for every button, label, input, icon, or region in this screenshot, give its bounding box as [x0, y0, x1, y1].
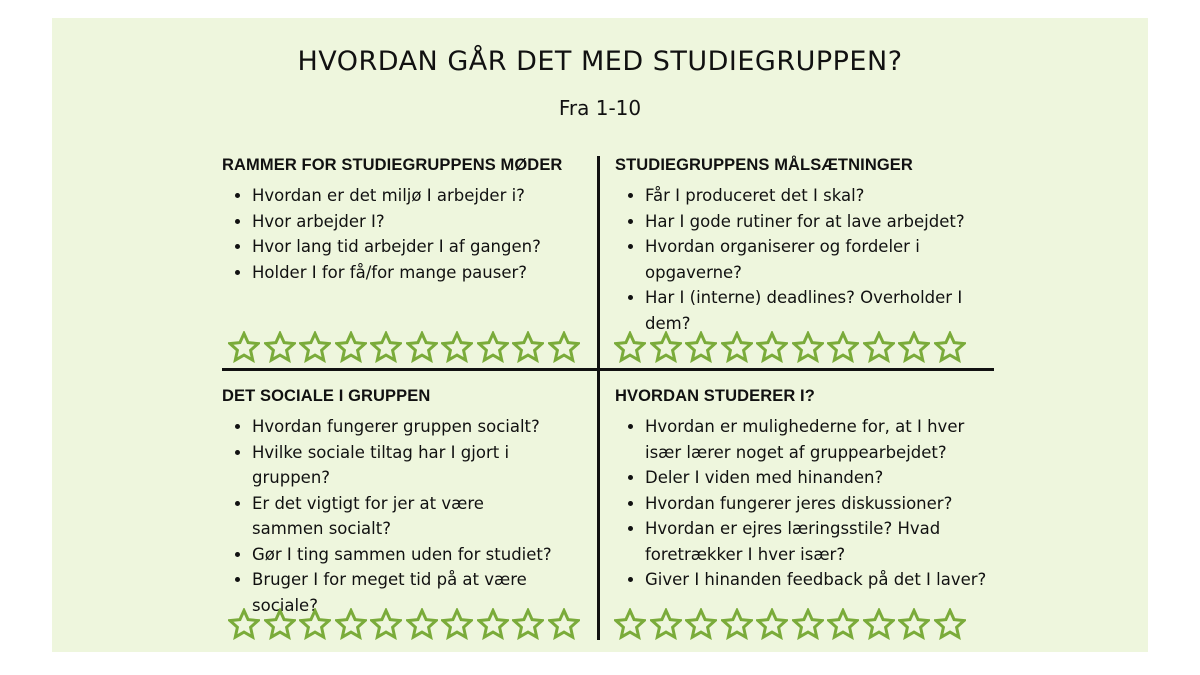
quadrant-heading: DET SOCIALE I GRUPPEN [222, 387, 431, 405]
question-item: • Bruger I for meget tid på at være sociale? [252, 567, 592, 618]
rating-stars-study-methods [614, 608, 966, 640]
star-outline-icon[interactable] [827, 331, 859, 363]
vertical-divider [597, 156, 600, 640]
star-outline-icon[interactable] [863, 608, 895, 640]
star-outline-icon[interactable] [827, 608, 859, 640]
star-outline-icon[interactable] [406, 608, 438, 640]
star-outline-icon[interactable] [228, 608, 260, 640]
star-outline-icon[interactable] [477, 331, 509, 363]
question-list [615, 183, 1005, 336]
question-item: • Har I gode rutiner for at lave arbejdet? [645, 209, 1005, 235]
page-title: HVORDAN GÅR DET MED STUDIEGRUPPEN? [297, 46, 903, 77]
question-item: • Hvor arbejder I? [252, 209, 592, 235]
star-outline-icon[interactable] [934, 608, 966, 640]
star-outline-icon[interactable] [441, 331, 473, 363]
star-outline-icon[interactable] [614, 608, 646, 640]
question-item: • Hvordan fungerer gruppen socialt? [252, 414, 592, 440]
question-item: • Får I produceret det I skal? [645, 183, 1005, 209]
quadrant-meeting-frames [222, 156, 592, 285]
question-item: • Har I (interne) deadlines? Overholder I dem? [645, 285, 1005, 336]
quadrant-goals [615, 156, 1005, 336]
question-item: • Hvor lang tid arbejder I af gangen? [252, 234, 592, 260]
star-outline-icon[interactable] [228, 331, 260, 363]
star-outline-icon[interactable] [548, 608, 580, 640]
star-outline-icon[interactable] [898, 608, 930, 640]
star-outline-icon[interactable] [650, 608, 682, 640]
star-outline-icon[interactable] [756, 331, 788, 363]
star-outline-icon[interactable] [685, 608, 717, 640]
quadrant-study-methods [615, 387, 995, 593]
star-outline-icon[interactable] [441, 608, 473, 640]
question-item: • Hvordan fungerer jeres diskussioner? [645, 491, 995, 517]
horizontal-divider [222, 368, 994, 371]
quadrant-heading: RAMMER FOR STUDIEGRUPPENS MØDER [222, 156, 563, 174]
star-outline-icon[interactable] [335, 608, 367, 640]
star-outline-icon[interactable] [264, 608, 296, 640]
star-outline-icon[interactable] [548, 331, 580, 363]
star-outline-icon[interactable] [685, 331, 717, 363]
quadrant-heading: HVORDAN STUDERER I? [615, 387, 815, 405]
star-outline-icon[interactable] [934, 331, 966, 363]
star-outline-icon[interactable] [370, 331, 402, 363]
question-item: • Gør I ting sammen uden for studiet? [252, 542, 592, 568]
star-outline-icon[interactable] [792, 331, 824, 363]
question-item: • Hvordan organiserer og fordeler i opgaverne? [645, 234, 925, 285]
rating-stars-social [228, 608, 580, 640]
star-outline-icon[interactable] [335, 331, 367, 363]
question-item: • Giver I hinanden feedback på det I laver? [645, 567, 995, 593]
question-item: • Hvordan er ejres læringsstile? Hvad foretrækker I hver især? [645, 516, 945, 567]
star-outline-icon[interactable] [756, 608, 788, 640]
quadrant-heading: STUDIEGRUPPENS MÅLSÆTNINGER [615, 156, 913, 174]
question-item: • Hvordan er det miljø I arbejder i? [252, 183, 592, 209]
rating-stars-meeting-frames [228, 331, 580, 363]
star-outline-icon[interactable] [370, 608, 402, 640]
star-outline-icon[interactable] [512, 608, 544, 640]
question-list [615, 414, 995, 593]
star-outline-icon[interactable] [264, 331, 296, 363]
star-outline-icon[interactable] [650, 331, 682, 363]
star-outline-icon[interactable] [792, 608, 824, 640]
question-item: • Er det vigtigt for jer at være sammen socialt? [252, 491, 552, 542]
star-outline-icon[interactable] [898, 331, 930, 363]
star-outline-icon[interactable] [512, 331, 544, 363]
star-outline-icon[interactable] [863, 331, 895, 363]
question-list [222, 183, 592, 285]
rating-stars-goals [614, 331, 966, 363]
question-item: • Deler I viden med hinanden? [645, 465, 995, 491]
star-outline-icon[interactable] [406, 331, 438, 363]
quadrant-social [222, 387, 592, 618]
star-outline-icon[interactable] [477, 608, 509, 640]
question-item: • Hvilke sociale tiltag har I gjort i gruppen? [252, 440, 592, 491]
question-list [222, 414, 592, 618]
star-outline-icon[interactable] [614, 331, 646, 363]
star-outline-icon[interactable] [721, 331, 753, 363]
question-item: • Holder I for få/for mange pauser? [252, 260, 592, 286]
question-item: • Hvordan er mulighederne for, at I hver især lærer noget af gruppearbejdet? [645, 414, 990, 465]
star-outline-icon[interactable] [299, 331, 331, 363]
page-subtitle: Fra 1-10 [558, 96, 642, 120]
star-outline-icon[interactable] [721, 608, 753, 640]
star-outline-icon[interactable] [299, 608, 331, 640]
